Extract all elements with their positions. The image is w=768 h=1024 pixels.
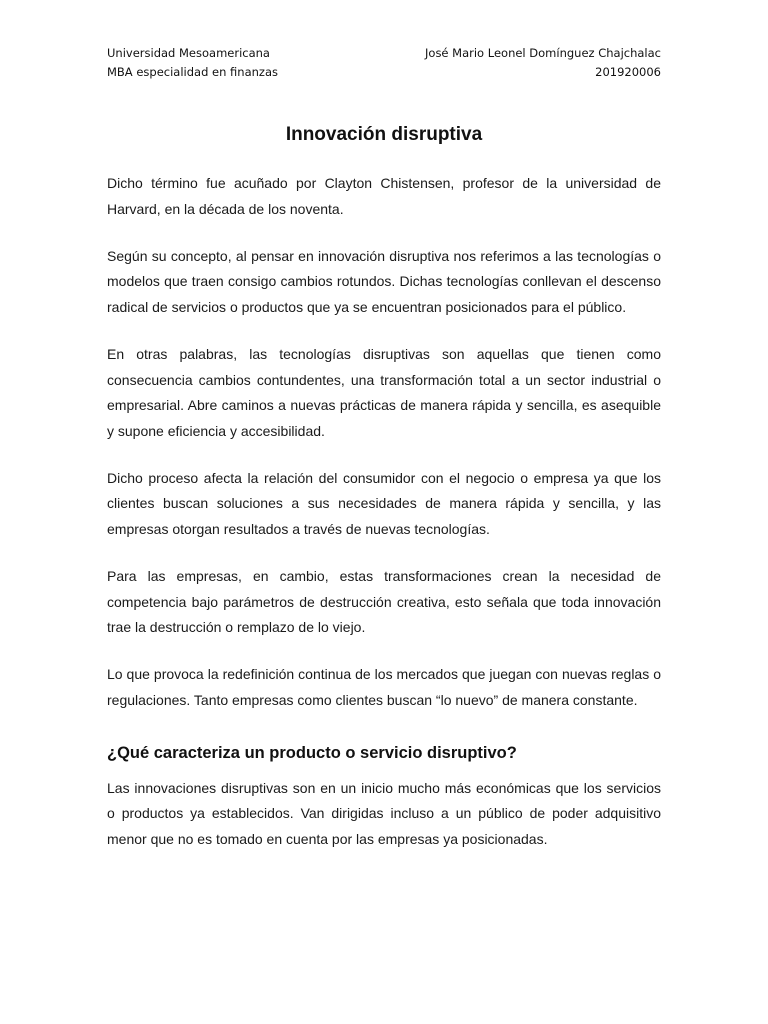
document-body	[107, 171, 661, 874]
header-student-id: 201920006	[595, 65, 661, 79]
body-paragraph: Dicho término fue acuñado por Clayton Chistensen, profesor de la universidad de Harvard, en la década de los noventa.	[107, 175, 661, 217]
body-paragraph: Dicho proceso afecta la relación del consumidor con el negocio o empresa ya que los clientes buscan soluciones a sus necesidades de manera rápida y sencilla, y las empresas otorgan resultados a través de nuevas tecnologías.	[107, 469, 661, 538]
body-paragraph: En otras palabras, las tecnologías disruptivas son aquellas que tienen como consecuencia cambios contundentes, una transformación total a un sector industrial o empresarial. Abre caminos a nuevas prácticas de manera rápida y sencilla, es asequible y supone eficiencia y accesibilidad.	[107, 345, 661, 439]
header-author: José Mario Leonel Domínguez Chajchalac	[425, 46, 661, 60]
header-institution: Universidad Mesoamericana	[107, 46, 270, 60]
header-left	[107, 44, 278, 82]
document-title: Innovación disruptiva	[285, 124, 483, 145]
body-paragraph: Según su concepto, al pensar en innovación disruptiva nos referimos a las tecnologías o modelos que traen consigo cambios rotundos. Dichas tecnologías conllevan el descenso radical de servicios o productos que ya se encuentran posicionados para el público.	[107, 247, 661, 315]
body-paragraph: Lo que provoca la redefinición continua de los mercados que juegan con nuevas reglas o regulaciones. Tanto empresas como clientes buscan “lo nuevo” de manera constante.	[107, 666, 661, 708]
section-paragraph: Las innovaciones disruptivas son en un inicio mucho más económicas que los servicios o productos ya establecidos. Van dirigidas incluso a un público de poder adquisitivo menor que no es tomado en cuenta por las empresas ya posicionadas.	[107, 779, 661, 847]
section-heading: ¿Qué caracteriza un producto o servicio disruptivo?	[107, 743, 517, 762]
body-paragraph: Para las empresas, en cambio, estas transformaciones crean la necesidad de competencia bajo parámetros de destrucción creativa, esto señala que toda innovación trae la destrucción o remplazo de lo viejo.	[107, 568, 661, 636]
header-right	[425, 44, 661, 82]
header-program: MBA especialidad en finanzas	[107, 65, 278, 79]
